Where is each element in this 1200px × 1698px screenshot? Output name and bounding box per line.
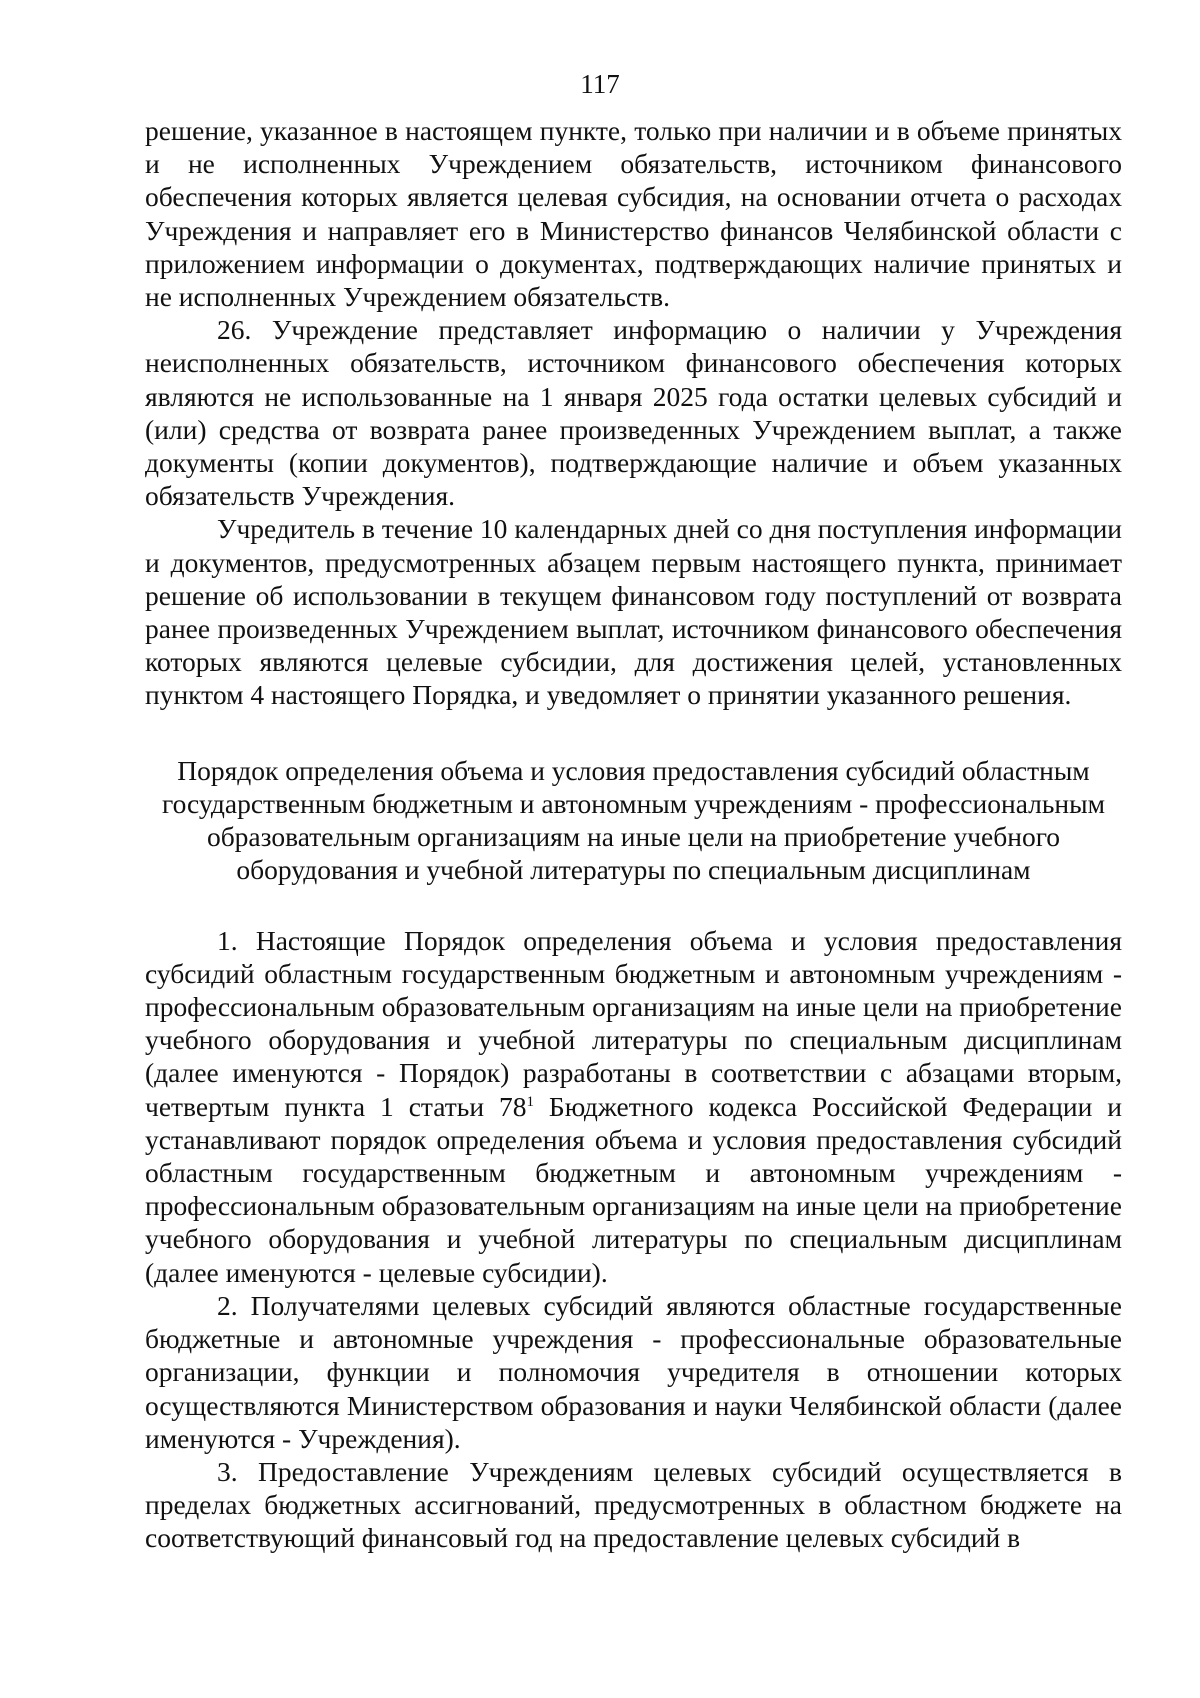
section-heading-line-2: государственным бюджетным и автономным учреждениям - профессиональным [161,787,1106,819]
section-heading-line-1: Порядок определения объема и условия предоставления субсидий областным [177,754,1090,786]
paragraph-item-26: 26. Учреждение представляет информацию о наличии у Учреждения неисполненных обязательств, источником финансового обеспечения которых являются не использованные на 1 января 2025 года остатки целевых субсидий и (или) средства от возврата ранее произведенных Учреждением выплат, а также документы (копии документов), подтверждающие наличие и объем указанных обязательств Учреждения. [145,314,1122,512]
section-paragraph-1 [145,924,1122,1289]
section-paragraph-2: 2. Получателями целевых субсидий являются областные государственные бюджетные и автономные учреждения - профессиональные образовательные организации, функции и полномочия учредителя в отношении которых осуществляются Министерством образования и науки Челябинской области (далее именуются - Учреждения). [145,1289,1122,1454]
article-superscript: 1 [526,1093,534,1110]
section-heading [145,754,1122,886]
section-paragraph-3: 3. Предоставление Учреждениям целевых субсидий осуществляется в пределах бюджетных ассигнований, предусмотренных в областном бюджете на соответствующий финансовый год на предоставление целевых субсидий в [145,1455,1122,1554]
paragraph-continuation: решение, указанное в настоящем пункте, только при наличии и в объеме принятых и не исполненных Учреждением обязательств, источником финансового обеспечения которых является целевая субсидия, на основании отчета о расходах Учреждения и направляет его в Министерство финансов Челябинской области с приложением информации о документах, подтверждающих наличие принятых и не исполненных Учреждением обязательств. [145,115,1122,313]
section-heading-line-3: образовательным организациям на иные цели на приобретение учебного [206,820,1061,852]
section-paragraph-1-text-continued: Бюджетного кодекса Российской Федерации и устанавливают порядок определения объема и условия предоставления субсидий областным государственным бюджетным и автономным учреждениям - профессиональным образовательным организациям на иные цели на приобретение учебного оборудования и учебной литературы по специальным дисциплинам (далее именуются - целевые субсидии). [145,1090,1122,1288]
section-paragraph-1-text: 1. Настоящие Порядок определения объема и условия предоставления субсидий областным государственным бюджетным и автономным учреждениям - профессиональным образовательным организациям на иные цели на приобретение учебного оборудования и учебной литературы по специальным дисциплинам (далее именуются - Порядок) разработаны в соответствии с абзацами вторым, четвертым пункта 1 статьи 78 [145,924,1122,1122]
document-body [145,114,1122,1555]
page-number: 117 [580,69,620,99]
paragraph-founder-decision: Учредитель в течение 10 календарных дней со дня поступления информации и документов, предусмотренных абзацем первым настоящего пункта, принимает решение об использовании в текущем финансовом году поступлений от возврата ранее произведенных Учреждением выплат, источником финансового обеспечения которых являются целевые субсидии, для достижения целей, установленных пунктом 4 настоящего Порядка, и уведомляет о принятии указанного решения. [145,513,1122,711]
section-heading-line-4: оборудования и учебной литературы по специальным дисциплинам [236,853,1031,885]
